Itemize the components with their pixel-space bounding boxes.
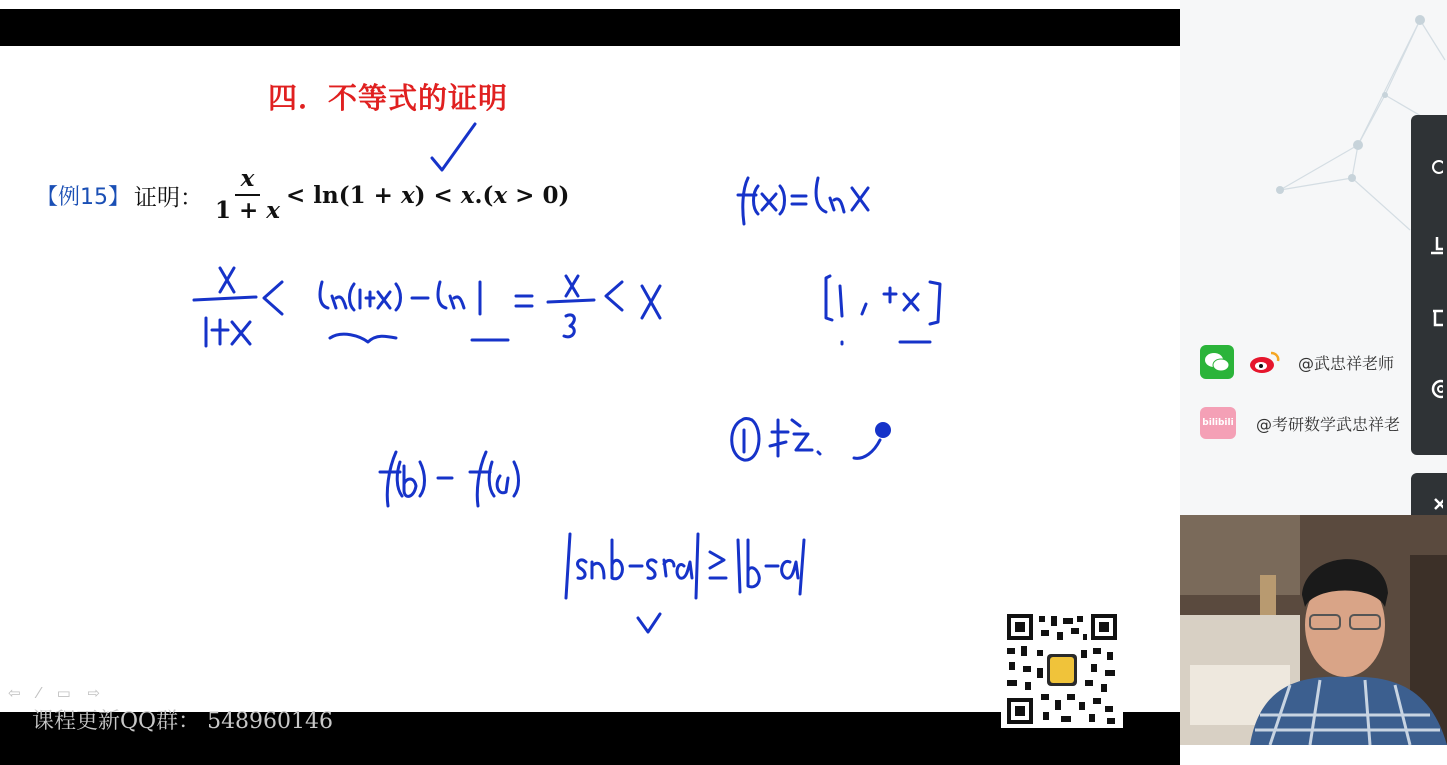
network-decoration [1180, 0, 1447, 300]
ink-fx-eq-lnx [738, 178, 868, 224]
ineq-x3: x [493, 181, 508, 209]
fraction-numerator: x [235, 164, 261, 196]
qr-code-graphic [1001, 610, 1123, 728]
weibo-icon[interactable] [1248, 347, 1282, 377]
bilibili-icon[interactable] [1200, 407, 1236, 439]
prove-label: 证明： [134, 184, 203, 211]
ineq-part3: .( [474, 181, 494, 209]
qr-code [1001, 610, 1123, 728]
ink-sin-inequality [566, 534, 804, 632]
ink-eq-x-over-xi-lt-x [516, 276, 660, 337]
ineq-part1: < ln(1 + [286, 181, 401, 209]
settings-icon[interactable] [1419, 377, 1447, 417]
wechat-icon[interactable] [1200, 345, 1234, 379]
wechat-weibo-row [1200, 345, 1394, 379]
slide-controls[interactable]: ⇦ ⁄ ▭ ⇨ [8, 684, 107, 702]
instructor-webcam [1180, 515, 1447, 745]
ink-interval-1-1px [826, 276, 940, 344]
ink-ln1px-minus-ln1 [320, 282, 508, 342]
qq-group-text: 课程更新QQ群： 548960146 [32, 709, 334, 734]
delete-icon[interactable] [1419, 305, 1447, 345]
example-tag: 【例15】 [36, 184, 130, 210]
ink-circled-one-note [732, 419, 880, 461]
search-icon[interactable] [1419, 155, 1447, 195]
ineq-x1: x [400, 181, 415, 209]
side-toolbar [1411, 115, 1447, 455]
denominator-one: 1 + [215, 197, 267, 224]
ineq-x2: x [460, 181, 475, 209]
ink-fb-minus-fa [380, 452, 519, 506]
download-icon[interactable] [1419, 233, 1447, 273]
ink-checkmark-title [432, 124, 475, 170]
bilibili-handle: @考研数学武忠祥老 [1256, 414, 1401, 434]
denominator-x: x [266, 197, 281, 224]
ink-less-than-1 [264, 282, 282, 314]
ineq-part2: ) < [414, 181, 461, 209]
slide-title: 四．不等式的证明 [268, 81, 509, 115]
webcam-bottom-strip [1180, 745, 1447, 765]
webcam-video [1180, 515, 1447, 745]
wechat-weibo-handle: @武忠祥老师 [1298, 353, 1395, 373]
right-sidebar [1180, 0, 1447, 515]
ink-dot [875, 422, 891, 438]
bilibili-icon-text: bilibili [1202, 418, 1234, 428]
ink-x-over-1px [194, 268, 256, 346]
bilibili-row [1200, 406, 1400, 440]
ineq-part4: > 0) [507, 181, 570, 209]
